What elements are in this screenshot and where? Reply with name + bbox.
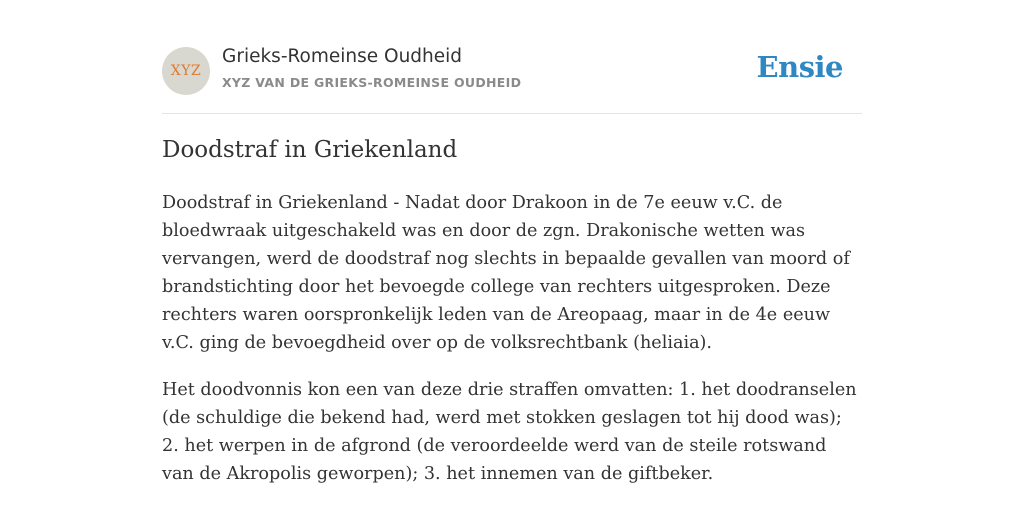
- article-paragraph-1: Doodstraf in Griekenland - Nadat door Drakoon in de 7e eeuw v.C. de bloedwraak uitgeschakeld was en door de zgn. Drakonische wetten was vervangen, werd de doodstraf nog slechts in bepaalde gevallen van moord of brandstichting door het bevoegde college van rechters uitgesproken. Deze rechters waren oorspronkelijk leden van de Areopaag, maar in de 4e eeuw v.C. ging de bevoegdheid over op de volksrechtbank (heliaia).: [162, 193, 850, 353]
- article-title: Doodstraf in Griekenland: [162, 137, 458, 163]
- article-card: [162, 0, 862, 484]
- article-paragraph-2: Het doodvonnis kon een van deze drie straffen omvatten: 1. het doodranselen (de schuldige die bekend had, werd met stokken geslagen tot hij dood was); 2. het werpen in de afgrond (de veroordeelde werd van de steile rotswand van de Akropolis geworpen); 3. het innemen van de giftbeker.: [162, 380, 857, 484]
- source-header: [162, 0, 862, 114]
- article-body: [162, 189, 862, 507]
- source-subtitle: XYZ VAN DE GRIEKS-ROMEINSE OUDHEID: [222, 75, 522, 90]
- source-avatar[interactable]: XYZ: [162, 47, 210, 95]
- source-name-link[interactable]: Grieks-Romeinse Oudheid: [222, 46, 463, 67]
- brand-logo[interactable]: Ensie: [756, 50, 843, 84]
